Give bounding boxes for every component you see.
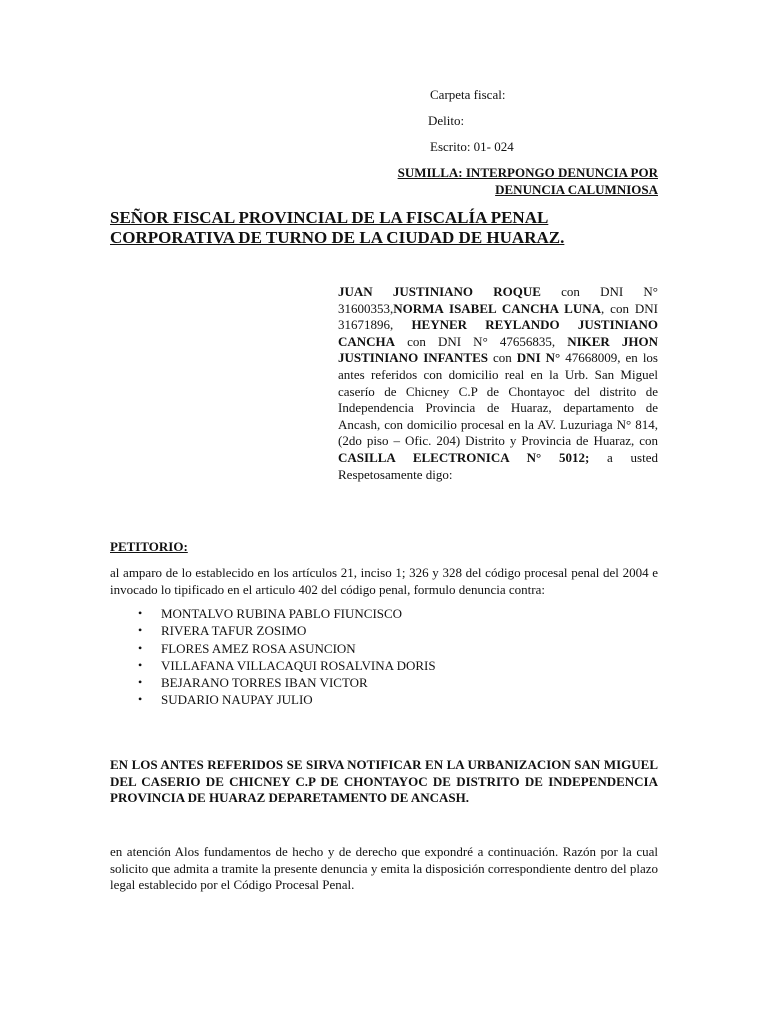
party-name-1: JUAN JUSTINIANO ROQUE [338, 284, 541, 299]
petitorio-intro: al amparo de lo establecido en los artículos 21, inciso 1; 326 y 328 del código procesal penal del 2004 e invocado lo tipificado en el articulo 402 del código penal, formulo denuncia contra: [110, 565, 658, 597]
document-title [110, 208, 670, 248]
accused-name: BEJARANO TORRES IBAN VICTOR [161, 675, 368, 691]
party-name-3: HEYNER REYLANDO JUSTINIANO CANCHA [338, 317, 658, 349]
accused-item [138, 605, 436, 622]
accused-item [138, 657, 436, 674]
title-line-1: SEÑOR FISCAL PROVINCIAL DE LA FISCALÍA PENAL [110, 208, 549, 227]
accused-item [138, 674, 436, 691]
escrito-label: Escrito: 01- 024 [430, 139, 514, 154]
accused-name: SUDARIO NAUPAY JULIO [161, 692, 313, 708]
sumilla-line-1: SUMILLA: INTERPONGO DENUNCIA POR [397, 165, 658, 180]
delito-label: Delito: [428, 113, 465, 128]
bullet-icon: • [138, 657, 143, 672]
party-name-4: NIKER JHON JUSTINIANO INFANTES [338, 333, 658, 366]
accused-item [138, 640, 436, 657]
party-text-5: 47668009, en los antes referidos con domicilio real en la Urb. San Miguel caserío de Chicney C.P de Chontayoc del distrito de Independencia Provincia de Huaraz, departamento de Ancash, con domicilio procesal en la AV. Luzuriaga N° 814, (2do piso – Ofic. 204) Distrito y Provincia de Huaraz, con [338, 350, 658, 449]
accused-item [138, 691, 436, 708]
accused-name: VILLAFANA VILLACAQUI ROSALVINA DORIS [161, 657, 436, 673]
party-text-6: a usted Respetosamente digo: [338, 449, 658, 482]
accused-name: RIVERA TAFUR ZOSIMO [161, 623, 307, 639]
accused-item [138, 622, 436, 639]
notification-paragraph: EN LOS ANTES REFERIDOS SE SIRVA NOTIFICAR EN LA URBANIZACION SAN MIGUEL DEL CASERIO DE CHICNEY C.P DE CHONTAYOC DE DISTRITO DE INDEPENDENCIA PROVINCIA DE HUARAZ DEPARETAMENTO DE ANCASH. [110, 757, 658, 806]
party-text-2: , con DNI 31671896, [338, 300, 658, 333]
party-text-1: con DNI N° 31600353, [338, 284, 658, 316]
closing-paragraph: en atención Alos fundamentos de hecho y de derecho que expondré a continuación. Razón por la cual solicito que admita a tramite la presente denuncia y emita la disposición correspondiente dentro del plazo legal establecido por el Código Procesal Penal. [110, 844, 658, 893]
accused-name: MONTALVO RUBINA PABLO FIUNCISCO [161, 606, 403, 621]
bullet-icon: • [138, 606, 143, 620]
carpeta-fiscal-label: Carpeta fiscal: [430, 87, 506, 102]
petitorio-heading: PETITORIO: [110, 539, 188, 554]
bullet-icon: • [138, 623, 143, 638]
casilla-electronica: CASILLA ELECTRONICA N° 5012; [338, 449, 590, 465]
bullet-icon: • [138, 675, 143, 690]
bullet-icon: • [138, 640, 143, 655]
bullet-icon: • [138, 692, 143, 707]
sumilla-line-2: DENUNCIA CALUMNIOSA [495, 182, 658, 197]
parties-paragraph [338, 284, 658, 483]
title-line-2: CORPORATIVA DE TURNO DE LA CIUDAD DE HUARAZ. [110, 228, 565, 247]
sumilla [360, 164, 658, 198]
accused-name: FLORES AMEZ ROSA ASUNCION [161, 640, 356, 656]
party-dni-4: DNI N° [516, 350, 561, 366]
party-text-4: con [487, 350, 517, 366]
party-text-3: con DNI N° 47656835, [395, 333, 568, 349]
accused-list [110, 605, 436, 709]
party-name-2: NORMA ISABEL CANCHA LUNA [393, 300, 601, 316]
